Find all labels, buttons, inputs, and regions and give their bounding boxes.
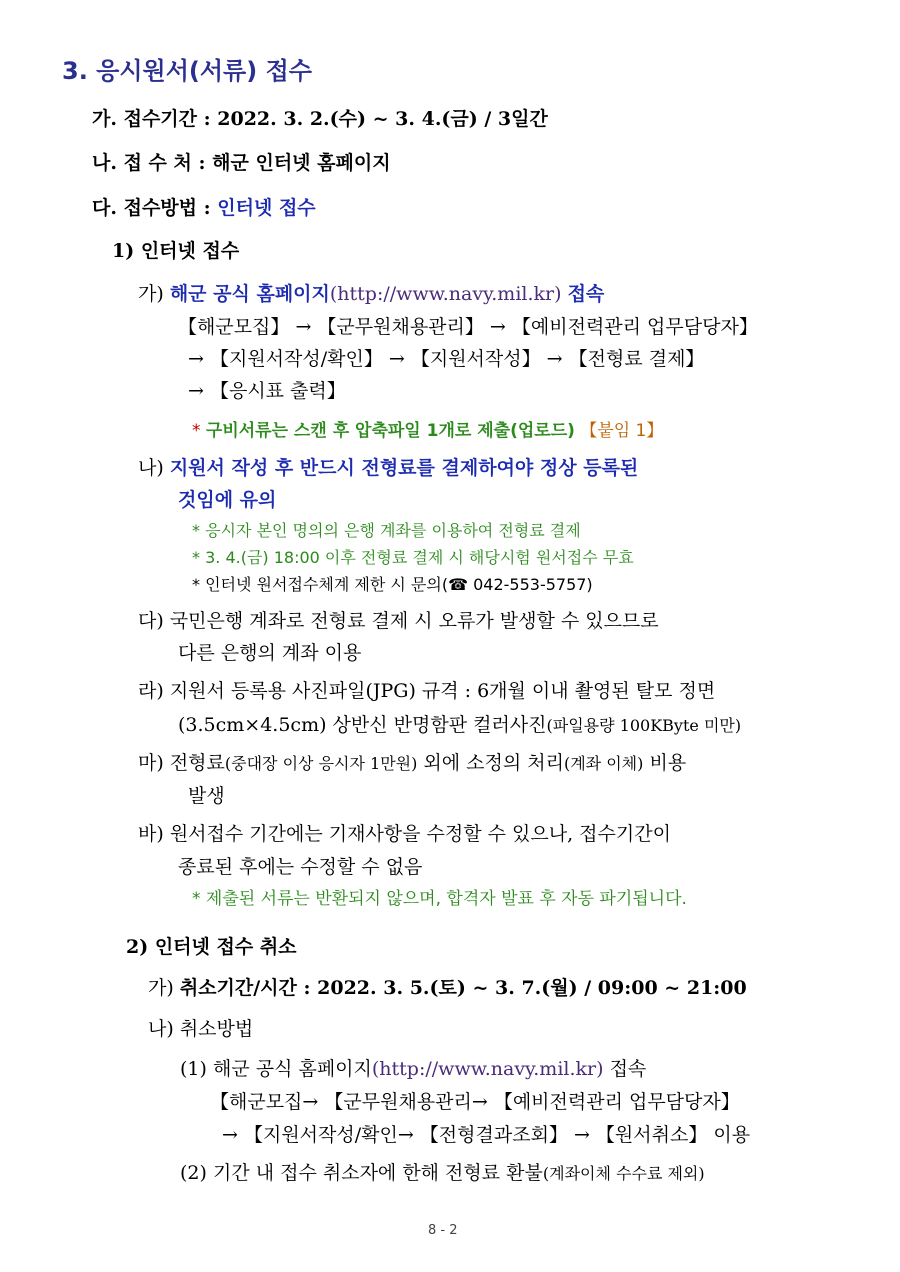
edit-note-line-2: 종료된 후에는 수정할 수 없음	[178, 856, 423, 878]
apply-item-a	[138, 281, 604, 307]
item-marker: 나)	[138, 457, 164, 479]
photo-spec-line-2	[178, 712, 741, 739]
receipt-period-label: 가. 접수기간 :	[92, 108, 211, 130]
fee-note-3-text: * 인터넷 원서접수체계 제한 시 문의(	[192, 575, 449, 594]
apply-item-b	[138, 455, 638, 481]
fee-line-2: 발생	[188, 785, 225, 807]
connect-text: 접속	[609, 1058, 647, 1080]
note-star: *	[192, 421, 201, 441]
section-internet-apply-title: 1) 인터넷 접수	[112, 240, 240, 262]
receipt-method-label: 다. 접수방법 :	[92, 197, 211, 219]
menu-path-line-1: 【해군모집】 → 【군무원채용관리】 → 【예비전력관리 업무담당자】	[178, 316, 758, 338]
item-marker: 마)	[138, 752, 164, 774]
item-marker: 가)	[148, 977, 174, 999]
item-marker: 나)	[148, 1018, 174, 1040]
item-marker: 바)	[138, 823, 164, 845]
cancel-path-line-1: 【해군모집→ 【군무원채용관리→ 【예비전력관리 업무담당자】	[210, 1091, 740, 1113]
documents-note-text: 구비서류는 스캔 후 압축파일 1개로 제출(업로드)	[205, 421, 575, 441]
fee-note-3	[192, 574, 593, 596]
step-number: (1)	[180, 1058, 207, 1080]
section-cancel-title: 2) 인터넷 접수 취소	[126, 936, 297, 958]
item-marker: 가)	[138, 283, 164, 305]
receipt-method-row	[92, 195, 316, 221]
step-number: (2)	[180, 1162, 207, 1184]
receipt-period-row	[92, 106, 548, 132]
refund-text: 기간 내 접수 취소자에 한해 전형료 환불	[212, 1162, 543, 1184]
apply-item-e	[138, 750, 686, 777]
page-number: 8 - 2	[428, 1223, 458, 1238]
documents-note	[192, 418, 663, 444]
documents-return-note: * 제출된 서류는 반환되지 않으며, 합격자 발표 후 자동 파기됩니다.	[192, 889, 687, 909]
cancel-path-line-2: → 【지원서작성/확인→ 【전형결과조회】 → 【원서취소】 이용	[222, 1124, 751, 1146]
edit-note-line-1: 원서접수 기간에는 기재사항을 수정할 수 있으나, 접수기간이	[169, 823, 671, 845]
fee-warning-line-1: 지원서 작성 후 반드시 전형료를 결제하여야 정상 등록된	[169, 457, 639, 479]
processing-text: 외에 소정의 처리	[423, 752, 564, 774]
homepage-url-link[interactable]: (http://www.navy.mil.kr)	[371, 1058, 604, 1080]
cancel-method-title: 취소방법	[179, 1018, 254, 1040]
phone-icon: ☎	[448, 575, 468, 594]
bank-note-line-2: 다른 은행의 계좌 이용	[178, 642, 362, 664]
apply-item-f	[138, 821, 671, 847]
homepage-text: 해군 공식 홈페이지	[169, 283, 330, 305]
item-marker: 라)	[138, 680, 164, 702]
receipt-place-value: 해군 인터넷 홈페이지	[212, 152, 391, 174]
attachment-ref: 【붙임 1】	[580, 421, 664, 441]
receipt-method-value: 인터넷 접수	[217, 197, 316, 219]
fee-amount-note: (중대장 이상 응시자 1만원)	[224, 754, 418, 773]
receipt-place-row	[92, 150, 391, 176]
menu-path-line-3: → 【응시표 출력】	[188, 380, 346, 402]
homepage-url-link[interactable]: (http://www.navy.mil.kr)	[329, 283, 562, 305]
bank-note-line-1: 국민은행 계좌로 전형료 결제 시 오류가 발생할 수 있으므로	[169, 610, 659, 632]
apply-item-c	[138, 608, 659, 634]
photo-size: (3.5cm×4.5cm) 상반신 반명함판 컬러사진	[178, 714, 547, 736]
menu-path-line-2: → 【지원서작성/확인】 → 【지원서작성】 → 【전형료 결제】	[188, 348, 705, 370]
fee-warning-line-2: 것임에 유의	[178, 489, 277, 511]
cancel-period: 취소기간/시간 : 2022. 3. 5.(토) ~ 3. 7.(월) / 09:00 ~ 21:00	[179, 977, 747, 999]
fee-note-1: * 응시자 본인 명의의 은행 계좌를 이용하여 전형료 결제	[192, 521, 581, 540]
fee-text: 전형료	[169, 752, 225, 774]
cost-text: 비용	[649, 752, 687, 774]
homepage-text: 해군 공식 홈페이지	[212, 1058, 372, 1080]
cancel-item-b	[148, 1016, 253, 1042]
photo-file-size: (파일용량 100KByte 미만)	[546, 716, 742, 735]
fee-note-2: * 3. 4.(금) 18:00 이후 전형료 결제 시 해당시험 원서접수 무효	[192, 548, 634, 567]
phone-number: 042-553-5757)	[468, 575, 593, 594]
cancel-step-1	[180, 1056, 646, 1082]
cancel-item-a	[148, 975, 747, 1001]
item-marker: 다)	[138, 610, 164, 632]
page-title: 3. 응시원서(서류) 접수	[62, 57, 312, 85]
transfer-note: (계좌 이체)	[563, 754, 644, 773]
receipt-period-value: 2022. 3. 2.(수) ~ 3. 4.(금) / 3일간	[217, 108, 548, 130]
receipt-place-label: 나. 접 수 처 :	[92, 152, 206, 174]
photo-spec-line-1: 지원서 등록용 사진파일(JPG) 규격 : 6개월 이내 촬영된 탈모 정면	[169, 680, 716, 702]
refund-note: (계좌이체 수수료 제외)	[542, 1164, 705, 1183]
cancel-step-2	[180, 1160, 705, 1187]
connect-text: 접속	[567, 283, 605, 305]
apply-item-d	[138, 678, 715, 704]
